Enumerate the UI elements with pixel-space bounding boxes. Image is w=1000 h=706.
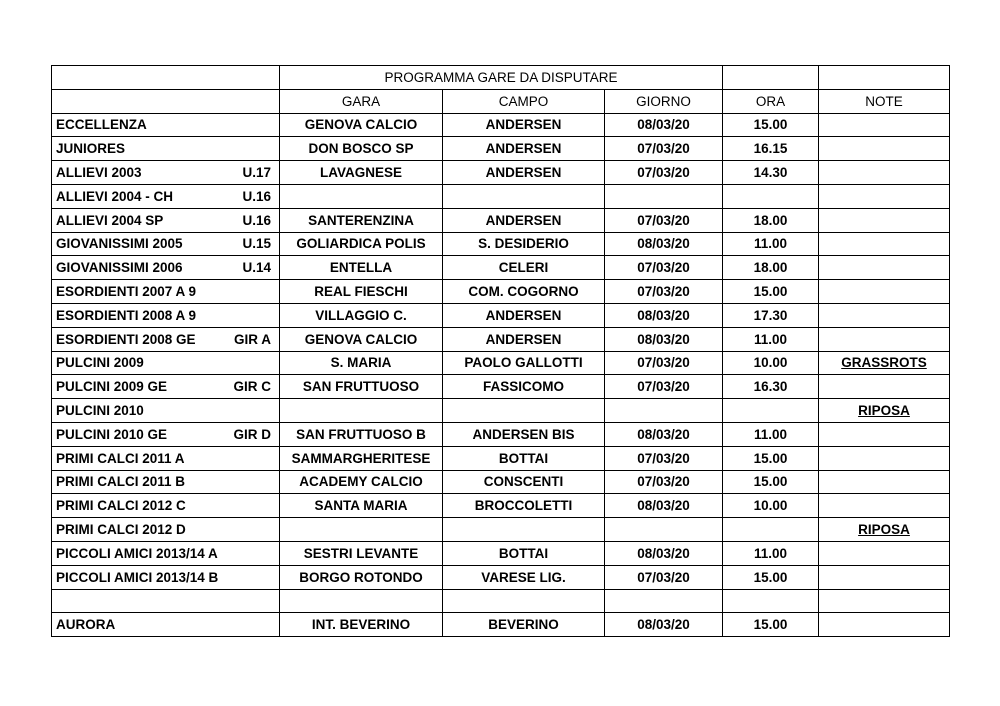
giorno-cell: 08/03/20 bbox=[605, 494, 723, 518]
ora-cell: 16.15 bbox=[723, 137, 819, 161]
category-cell bbox=[52, 327, 280, 351]
note-cell: RIPOSA bbox=[819, 399, 950, 423]
table-row bbox=[52, 446, 950, 470]
campo-cell: ANDERSEN bbox=[443, 113, 605, 137]
category-cell bbox=[52, 208, 280, 232]
title-empty-cell bbox=[819, 66, 950, 90]
ora-cell: 10.00 bbox=[723, 494, 819, 518]
gara-cell bbox=[280, 589, 443, 613]
gara-cell: SAN FRUTTUOSO bbox=[280, 375, 443, 399]
ora-cell: 16.30 bbox=[723, 375, 819, 399]
table-row bbox=[52, 565, 950, 589]
category-cell bbox=[52, 113, 280, 137]
ora-cell: 11.00 bbox=[723, 422, 819, 446]
giorno-cell bbox=[605, 399, 723, 423]
ora-cell: 15.00 bbox=[723, 280, 819, 304]
ora-cell: 15.00 bbox=[723, 613, 819, 637]
table-row bbox=[52, 232, 950, 256]
category-cell bbox=[52, 589, 280, 613]
note-cell: GRASSROTS bbox=[819, 351, 950, 375]
title-empty-cell bbox=[723, 66, 819, 90]
giorno-cell bbox=[605, 518, 723, 542]
ora-cell: 11.00 bbox=[723, 541, 819, 565]
schedule-table bbox=[51, 65, 950, 637]
category-cell bbox=[52, 399, 280, 423]
campo-cell: BOTTAI bbox=[443, 541, 605, 565]
header-row bbox=[52, 89, 950, 113]
note-cell bbox=[819, 256, 950, 280]
gara-cell: SANTA MARIA bbox=[280, 494, 443, 518]
gara-cell: INT. BEVERINO bbox=[280, 613, 443, 637]
ora-cell: 15.00 bbox=[723, 565, 819, 589]
category-label: AURORA bbox=[56, 617, 116, 633]
header-note: NOTE bbox=[819, 89, 950, 113]
campo-cell: ANDERSEN BIS bbox=[443, 422, 605, 446]
category-cell bbox=[52, 518, 280, 542]
table-row bbox=[52, 589, 950, 613]
table-row bbox=[52, 399, 950, 423]
title-empty-cell bbox=[52, 66, 280, 90]
category-cell bbox=[52, 375, 280, 399]
giorno-cell: 08/03/20 bbox=[605, 613, 723, 637]
category-label: ESORDIENTI 2008 GE bbox=[56, 331, 196, 347]
note-cell: RIPOSA bbox=[819, 518, 950, 542]
ora-cell: 15.00 bbox=[723, 470, 819, 494]
giorno-cell bbox=[605, 589, 723, 613]
category-cell bbox=[52, 541, 280, 565]
header-giorno: GIORNO bbox=[605, 89, 723, 113]
category-cell bbox=[52, 613, 280, 637]
campo-cell: ANDERSEN bbox=[443, 327, 605, 351]
table-row bbox=[52, 256, 950, 280]
category-cell bbox=[52, 565, 280, 589]
category-label: PRIMI CALCI 2012 D bbox=[56, 522, 186, 538]
giorno-cell: 08/03/20 bbox=[605, 232, 723, 256]
giorno-cell: 08/03/20 bbox=[605, 541, 723, 565]
category-cell bbox=[52, 303, 280, 327]
category-cell bbox=[52, 280, 280, 304]
table-row bbox=[52, 613, 950, 637]
campo-cell: BROCCOLETTI bbox=[443, 494, 605, 518]
giorno-cell: 07/03/20 bbox=[605, 256, 723, 280]
table-row bbox=[52, 137, 950, 161]
giorno-cell: 07/03/20 bbox=[605, 280, 723, 304]
ora-cell bbox=[723, 184, 819, 208]
gara-cell bbox=[280, 399, 443, 423]
category-label: PICCOLI AMICI 2013/14 B bbox=[56, 569, 219, 585]
gara-cell: SAMMARGHERITESE bbox=[280, 446, 443, 470]
table-row bbox=[52, 184, 950, 208]
campo-cell: CELERI bbox=[443, 256, 605, 280]
table-row bbox=[52, 351, 950, 375]
gara-cell: SANTERENZINA bbox=[280, 208, 443, 232]
giorno-cell: 08/03/20 bbox=[605, 422, 723, 446]
giorno-cell: 07/03/20 bbox=[605, 565, 723, 589]
campo-cell: ANDERSEN bbox=[443, 161, 605, 185]
category-group-label: GIR D bbox=[233, 426, 271, 442]
category-group-label: U.16 bbox=[242, 212, 271, 228]
category-cell bbox=[52, 422, 280, 446]
category-label: PULCINI 2010 GE bbox=[56, 426, 168, 442]
category-cell bbox=[52, 446, 280, 470]
table-row bbox=[52, 494, 950, 518]
gara-cell: S. MARIA bbox=[280, 351, 443, 375]
note-cell bbox=[819, 232, 950, 256]
campo-cell bbox=[443, 518, 605, 542]
ora-cell: 11.00 bbox=[723, 232, 819, 256]
gara-cell: LAVAGNESE bbox=[280, 161, 443, 185]
category-group-label: GIR C bbox=[233, 379, 271, 395]
note-cell bbox=[819, 184, 950, 208]
giorno-cell: 08/03/20 bbox=[605, 303, 723, 327]
note-cell bbox=[819, 494, 950, 518]
giorno-cell: 07/03/20 bbox=[605, 161, 723, 185]
gara-cell: ACADEMY CALCIO bbox=[280, 470, 443, 494]
note-cell bbox=[819, 446, 950, 470]
table-row bbox=[52, 518, 950, 542]
gara-cell: GENOVA CALCIO bbox=[280, 113, 443, 137]
campo-cell: ANDERSEN bbox=[443, 303, 605, 327]
schedule-body bbox=[52, 66, 950, 637]
campo-cell: BEVERINO bbox=[443, 613, 605, 637]
campo-cell bbox=[443, 399, 605, 423]
category-group-label: U.15 bbox=[242, 236, 271, 252]
note-cell bbox=[819, 470, 950, 494]
category-label: PULCINI 2009 GE bbox=[56, 379, 168, 395]
gara-cell: DON BOSCO SP bbox=[280, 137, 443, 161]
campo-cell bbox=[443, 589, 605, 613]
ora-cell: 10.00 bbox=[723, 351, 819, 375]
table-row bbox=[52, 161, 950, 185]
note-cell bbox=[819, 375, 950, 399]
ora-cell: 11.00 bbox=[723, 327, 819, 351]
category-label: ALLIEVI 2004 SP bbox=[56, 212, 164, 228]
gara-cell bbox=[280, 518, 443, 542]
category-label: PULCINI 2009 bbox=[56, 355, 144, 371]
ora-cell: 14.30 bbox=[723, 161, 819, 185]
gara-cell: ENTELLA bbox=[280, 256, 443, 280]
campo-cell: PAOLO GALLOTTI bbox=[443, 351, 605, 375]
note-cell bbox=[819, 113, 950, 137]
giorno-cell: 07/03/20 bbox=[605, 446, 723, 470]
gara-cell: SESTRI LEVANTE bbox=[280, 541, 443, 565]
note-cell bbox=[819, 327, 950, 351]
category-group-label: U.17 bbox=[242, 165, 271, 181]
note-cell bbox=[819, 280, 950, 304]
gara-cell: BORGO ROTONDO bbox=[280, 565, 443, 589]
category-label: PRIMI CALCI 2012 C bbox=[56, 498, 186, 514]
category-label: ESORDIENTI 2008 A 9 bbox=[56, 307, 197, 323]
table-row bbox=[52, 470, 950, 494]
campo-cell: FASSICOMO bbox=[443, 375, 605, 399]
gara-cell bbox=[280, 184, 443, 208]
category-cell bbox=[52, 232, 280, 256]
category-cell bbox=[52, 137, 280, 161]
category-cell bbox=[52, 351, 280, 375]
gara-cell: GENOVA CALCIO bbox=[280, 327, 443, 351]
table-row bbox=[52, 303, 950, 327]
category-group-label: U.14 bbox=[242, 260, 271, 276]
table-row bbox=[52, 375, 950, 399]
giorno-cell: 07/03/20 bbox=[605, 208, 723, 232]
category-label: PRIMI CALCI 2011 B bbox=[56, 474, 186, 490]
note-cell bbox=[819, 589, 950, 613]
gara-cell: SAN FRUTTUOSO B bbox=[280, 422, 443, 446]
category-label: GIOVANISSIMI 2005 bbox=[56, 236, 183, 252]
category-label: ALLIEVI 2003 bbox=[56, 165, 142, 181]
category-label: GIOVANISSIMI 2006 bbox=[56, 260, 183, 276]
note-cell bbox=[819, 208, 950, 232]
gara-cell: VILLAGGIO C. bbox=[280, 303, 443, 327]
gara-cell: GOLIARDICA POLIS bbox=[280, 232, 443, 256]
note-cell bbox=[819, 541, 950, 565]
table-row bbox=[52, 541, 950, 565]
table-row bbox=[52, 327, 950, 351]
category-group-label: U.16 bbox=[242, 188, 271, 204]
ora-cell bbox=[723, 399, 819, 423]
ora-cell: 18.00 bbox=[723, 256, 819, 280]
ora-cell: 15.00 bbox=[723, 446, 819, 470]
note-cell bbox=[819, 137, 950, 161]
category-label: ALLIEVI 2004 - CH bbox=[56, 188, 174, 204]
table-row bbox=[52, 208, 950, 232]
giorno-cell bbox=[605, 184, 723, 208]
campo-cell: S. DESIDERIO bbox=[443, 232, 605, 256]
category-label: PULCINI 2010 bbox=[56, 403, 144, 419]
campo-cell: BOTTAI bbox=[443, 446, 605, 470]
category-cell bbox=[52, 470, 280, 494]
ora-cell bbox=[723, 589, 819, 613]
note-cell bbox=[819, 161, 950, 185]
giorno-cell: 08/03/20 bbox=[605, 113, 723, 137]
campo-cell: VARESE LIG. bbox=[443, 565, 605, 589]
header-campo: CAMPO bbox=[443, 89, 605, 113]
ora-cell: 18.00 bbox=[723, 208, 819, 232]
giorno-cell: 07/03/20 bbox=[605, 137, 723, 161]
header-gara: GARA bbox=[280, 89, 443, 113]
category-label: ECCELLENZA bbox=[56, 117, 147, 133]
campo-cell: COM. COGORNO bbox=[443, 280, 605, 304]
giorno-cell: 07/03/20 bbox=[605, 351, 723, 375]
category-cell bbox=[52, 161, 280, 185]
note-cell bbox=[819, 613, 950, 637]
campo-cell: ANDERSEN bbox=[443, 208, 605, 232]
category-cell bbox=[52, 256, 280, 280]
note-cell bbox=[819, 422, 950, 446]
table-row bbox=[52, 113, 950, 137]
header-empty-cell bbox=[52, 89, 280, 113]
schedule-title: PROGRAMMA GARE DA DISPUTARE bbox=[280, 66, 723, 90]
campo-cell: ANDERSEN bbox=[443, 137, 605, 161]
campo-cell bbox=[443, 184, 605, 208]
category-group-label: GIR A bbox=[234, 331, 271, 347]
category-cell bbox=[52, 494, 280, 518]
header-ora: ORA bbox=[723, 89, 819, 113]
giorno-cell: 07/03/20 bbox=[605, 375, 723, 399]
campo-cell: CONSCENTI bbox=[443, 470, 605, 494]
table-row bbox=[52, 280, 950, 304]
note-cell bbox=[819, 303, 950, 327]
title-row bbox=[52, 66, 950, 90]
ora-cell: 15.00 bbox=[723, 113, 819, 137]
table-row bbox=[52, 422, 950, 446]
ora-cell: 17.30 bbox=[723, 303, 819, 327]
gara-cell: REAL FIESCHI bbox=[280, 280, 443, 304]
giorno-cell: 08/03/20 bbox=[605, 327, 723, 351]
category-cell bbox=[52, 184, 280, 208]
giorno-cell: 07/03/20 bbox=[605, 470, 723, 494]
category-label: ESORDIENTI 2007 A 9 bbox=[56, 284, 197, 300]
category-label: PRIMI CALCI 2011 A bbox=[56, 450, 185, 466]
category-label: PICCOLI AMICI 2013/14 A bbox=[56, 545, 218, 561]
note-cell bbox=[819, 565, 950, 589]
category-label: JUNIORES bbox=[56, 141, 126, 157]
ora-cell bbox=[723, 518, 819, 542]
